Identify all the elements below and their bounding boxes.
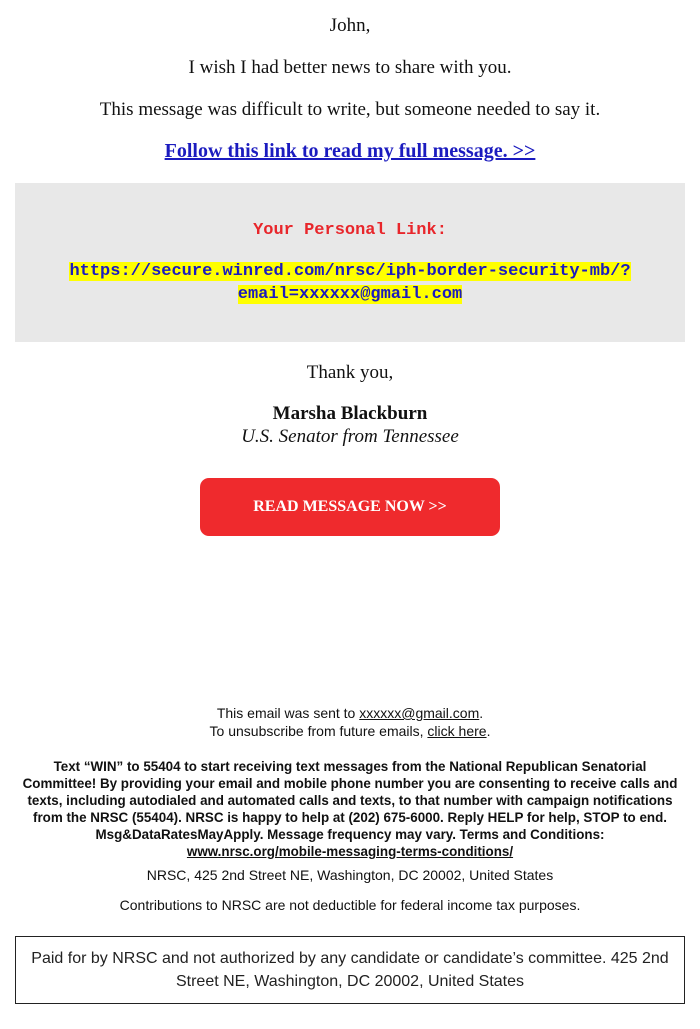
personal-link-url-line2[interactable]: email=xxxxxx@gmail.com [237,285,463,304]
sent-to-line [0,704,700,722]
mailing-address: NRSC, 425 2nd Street NE, Washington, DC 20002, United States [146,867,554,883]
greeting: John, [329,15,371,36]
paid-for-text: Paid for by NRSC and not authorized by any candidate or candidate’s committee. 425 2nd Street NE, Washington, DC 20002, United States [31,950,669,990]
thanks-text: Thank you, [306,362,394,383]
personal-link-url[interactable] [15,260,685,306]
unsubscribe-prefix: To unsubscribe from future emails, [209,723,428,739]
terms-link[interactable]: www.nrsc.org/mobile-messaging-terms-conditions/ [186,844,514,859]
sms-terms [15,758,685,860]
personal-link-box [15,183,685,342]
personal-link-label: Your Personal Link: [253,221,447,240]
signature-name: Marsha Blackburn [272,403,428,424]
intro-line: I wish I had better news to share with you. [188,57,512,78]
recipient-email-link[interactable]: xxxxxx@gmail.com [359,705,480,721]
follow-link[interactable]: Follow this link to read my full message. >> [164,140,536,162]
unsubscribe-link[interactable]: click here [427,723,487,739]
sent-to-prefix: This email was sent to [216,705,360,721]
unsubscribe-suffix: . [486,723,491,739]
sent-to-suffix: . [479,705,484,721]
personal-link-url-line1[interactable]: https://secure.winred.com/nrsc/iph-border-security-mb/? [69,262,631,281]
paid-for-box [15,936,685,1004]
unsubscribe-line [0,722,700,740]
signature-title: U.S. Senator from Tennessee [241,426,459,447]
read-message-button[interactable]: READ MESSAGE NOW >> [200,478,500,536]
contributions-disclaimer: Contributions to NRSC are not deductible for federal income tax purposes. [119,897,581,913]
sms-terms-text: Text “WIN” to 55404 to start receiving text messages from the National Republican Senatorial Committee! By providing your email and mobile phone number you are consenting to receive calls and texts, including autodialed and automated calls and texts, to that number with campaign notifications from the NRSC (55404). NRSC is happy to help at (202) 675-6000. Reply HELP for help, STOP to end. Msg&DataRatesMayApply. Message frequency may vary. Terms and Conditions: [22,759,678,842]
follow-link-paragraph [0,140,700,163]
intro-line-2: This message was difficult to write, but someone needed to say it. [99,99,601,120]
